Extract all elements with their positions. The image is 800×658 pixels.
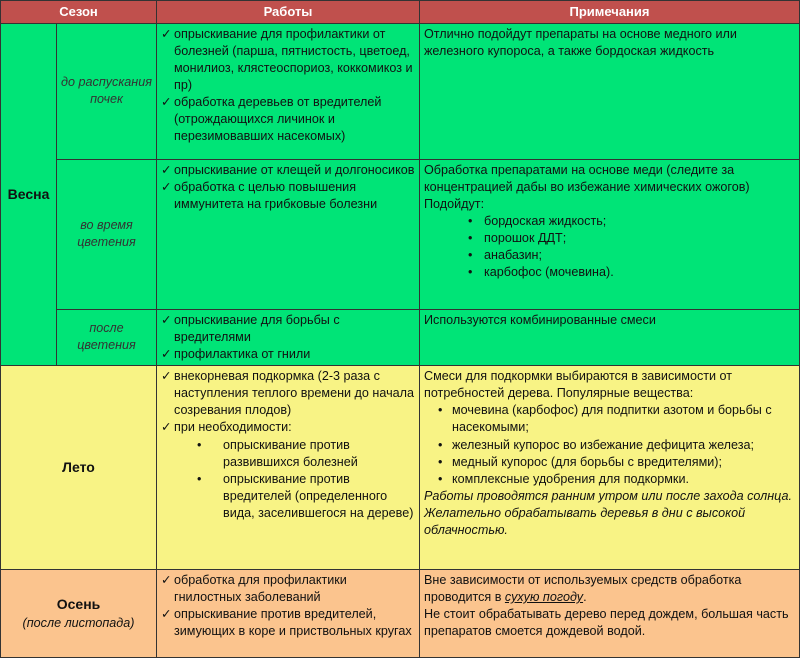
- notes-cell: Вне зависимости от используемых средств обработка проводится в сухую погоду. Не стоит обрабатывать дерево перед дождем, большая часть препаратов смоется дождевой водой.: [420, 570, 800, 658]
- dry-weather-link[interactable]: сухую погоду: [504, 590, 584, 605]
- notes-cell: Используются комбинированные смеси: [420, 309, 800, 365]
- works-cell: [157, 23, 420, 159]
- check-icon: ✓: [161, 607, 172, 622]
- season-summer: Лето: [1, 366, 157, 570]
- header-season: Сезон: [1, 1, 157, 24]
- list-item: • анабазин;: [454, 247, 795, 264]
- bullet-icon: •: [468, 231, 473, 246]
- works-cell: [157, 309, 420, 365]
- notes-cell: Смеси для подкормки выбираются в зависимости от потребностей дерева. Популярные вещества: • мочевина (карбофос) для подпитки азотом и борьбы с насекомыми; • железный купорос во избежание дефицита железа; • медный купорос (для борьбы с вредителями); • комплексные удобрения для подкормки. Работы проводятся ранним утром или после захода солнца. Желательно обрабатывать деревья в дни с высокой облачностью.: [420, 366, 800, 570]
- list-item: • бордоская жидкость;: [454, 213, 795, 230]
- check-icon: ✓: [161, 162, 172, 177]
- header-works: Работы: [157, 1, 420, 24]
- table-header: [1, 1, 800, 24]
- list-item: • порошок ДДТ;: [454, 230, 795, 247]
- table-row: [1, 570, 800, 658]
- season-autumn: Осень (после листопада): [1, 570, 157, 658]
- header-notes: Примечания: [420, 1, 800, 24]
- season-spring: Весна: [1, 23, 57, 365]
- subseason-during: во время цветения: [57, 159, 157, 309]
- list-item: ✓ обработка с целью повышения иммунитета на грибковые болезни: [161, 179, 378, 211]
- list-item: ✓ внекорневая подкормка (2-3 раза с наступления теплого времени до начала созревания плодов): [161, 369, 415, 418]
- check-icon: ✓: [161, 179, 172, 194]
- subseason-after: после цветения: [57, 309, 157, 365]
- check-icon: ✓: [161, 369, 172, 384]
- list-item: ✓ опрыскивание против вредителей, зимующих в коре и приствольных кругах: [161, 607, 412, 639]
- works-cell: [157, 159, 420, 309]
- bullet-icon: •: [438, 471, 443, 486]
- notes-cell: Отлично подойдут препараты на основе медного или железного купороса, а также бордоская жидкость: [420, 23, 800, 159]
- check-icon: ✓: [161, 346, 172, 361]
- list-item: • железный купорос во избежание дефицита железа;: [438, 437, 795, 454]
- list-item: ✓ при необходимости:: [161, 419, 415, 436]
- bullet-icon: •: [468, 265, 473, 280]
- bullet-icon: •: [197, 471, 202, 486]
- check-icon: ✓: [161, 26, 172, 41]
- check-icon: ✓: [161, 420, 172, 435]
- italic-note: Работы проводятся ранним утром или после захода солнца. Желательно обрабатывать деревья в дни с высокой облачностью.: [424, 488, 793, 538]
- bullet-icon: •: [468, 248, 473, 263]
- subseason-before: до распускания почек: [57, 23, 157, 159]
- table-row: [1, 366, 800, 570]
- bullet-icon: •: [197, 437, 202, 452]
- list-item: ✓ обработка для профилактики гнилостных заболеваний: [161, 573, 347, 605]
- list-item: • медный купорос (для борьбы с вредителями);: [438, 454, 795, 471]
- bullet-icon: •: [438, 403, 443, 418]
- list-item: • мочевина (карбофос) для подпитки азотом и борьбы с насекомыми;: [438, 403, 772, 435]
- table-row: [1, 23, 800, 159]
- bullet-icon: •: [468, 214, 473, 229]
- list-item: ✓ обработка деревьев от вредителей (отрождающихся личинок и перезимовавших насекомых): [161, 95, 382, 144]
- list-item: ✓ опрыскивание для профилактики от болезней (парша, пятнистость, цветоед, монилиоз, клястеоспориоз, коккомикоз и пр): [161, 26, 413, 93]
- check-icon: ✓: [161, 312, 172, 327]
- bullet-icon: •: [438, 454, 443, 469]
- notes-cell: Обработка препаратами на основе меди (следите за концентрацией дабы во избежание химических ожогов) Подойдут: • бордоская жидкость; • порошок ДДТ; • анабазин; • карбофос (мочевина).: [420, 159, 800, 309]
- list-item: ✓ опрыскивание для борьбы с вредителями: [161, 312, 340, 344]
- list-item: • опрыскивание против вредителей (определенного вида, заселившегося на дереве): [197, 471, 414, 521]
- table-row: [1, 159, 800, 309]
- check-icon: ✓: [161, 573, 172, 588]
- list-item: ✓ профилактика от гнили: [161, 346, 415, 363]
- list-item: • комплексные удобрения для подкормки.: [438, 471, 795, 488]
- bullet-icon: •: [438, 437, 443, 452]
- check-icon: ✓: [161, 95, 172, 110]
- list-item: ✓ опрыскивание от клещей и долгоносиков: [161, 162, 415, 179]
- works-cell: [157, 366, 420, 570]
- works-cell: [157, 570, 420, 658]
- list-item: • опрыскивание против развившихся болезней: [197, 437, 358, 469]
- season-autumn-note: (после листопада): [22, 615, 135, 630]
- table-row: [1, 309, 800, 365]
- list-item: • карбофос (мочевина).: [454, 264, 795, 281]
